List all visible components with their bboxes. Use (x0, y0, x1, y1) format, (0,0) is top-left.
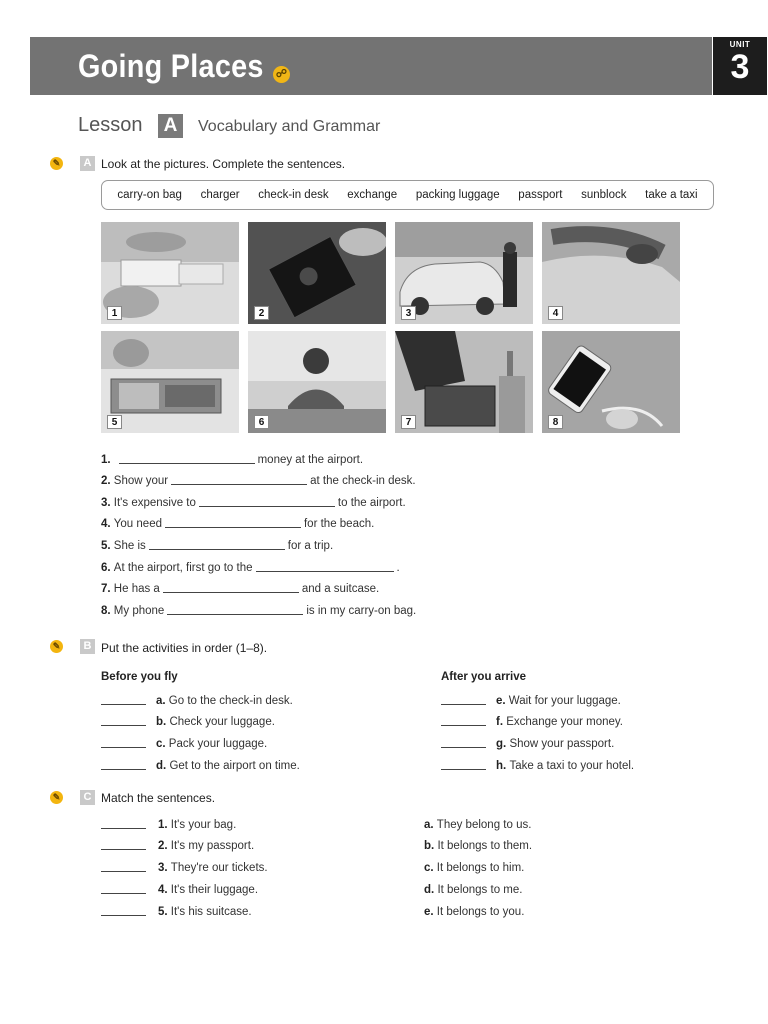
sentence-after: money at the airport. (257, 454, 364, 466)
match-left-row (101, 884, 258, 896)
match-left-row (101, 840, 254, 852)
photo-number: 6 (254, 415, 269, 429)
photo-number: 3 (401, 306, 416, 320)
match-number: 5. (158, 906, 168, 918)
unit-badge (713, 37, 767, 95)
photo-number: 5 (107, 415, 122, 429)
order-blank[interactable] (441, 703, 486, 705)
before-you-fly-heading: Before you fly (101, 671, 178, 683)
sentence-after: is in my carry-on bag. (306, 605, 417, 617)
answer-blank[interactable] (163, 591, 299, 593)
match-text: It's your bag. (170, 819, 237, 831)
pencil-icon: ✎ (50, 157, 63, 170)
match-blank[interactable] (101, 914, 146, 916)
activity-row (101, 760, 300, 772)
order-blank[interactable] (101, 746, 146, 748)
unit-title: Going Places (78, 48, 264, 84)
match-number: 2. (158, 840, 168, 852)
sentence-after: and a suitcase. (301, 583, 380, 595)
match-blank[interactable] (101, 870, 146, 872)
photo-number: 2 (254, 306, 269, 320)
sentence-before: Show your (113, 475, 169, 487)
section-c-instruction: Match the sentences. (101, 791, 216, 805)
answer-blank[interactable] (171, 483, 307, 485)
unit-label: UNIT (729, 40, 751, 49)
photo-carry-on-bag (395, 331, 533, 433)
activity-row (441, 760, 634, 772)
match-letter: d. (424, 884, 435, 896)
photo-number: 8 (548, 415, 563, 429)
activity-text: Pack your luggage. (168, 738, 268, 750)
order-blank[interactable] (441, 724, 486, 726)
unit-number: 3 (730, 48, 750, 86)
match-right-row (424, 819, 531, 831)
activity-row (441, 716, 623, 728)
word-bank-item: check-in desk (258, 189, 329, 201)
activity-letter: g. (496, 738, 507, 750)
activity-letter: c. (156, 738, 166, 750)
order-blank[interactable] (101, 724, 146, 726)
sentence-number: 2. (101, 475, 111, 487)
match-number: 3. (158, 862, 168, 874)
activity-text: Exchange your money. (506, 716, 624, 728)
photo-taxi (395, 222, 533, 324)
answer-blank[interactable] (119, 462, 255, 464)
photo-charger (542, 331, 680, 433)
match-blank[interactable] (101, 892, 146, 894)
match-letter: e. (424, 906, 434, 918)
sentence-after: at the check-in desk. (310, 475, 416, 487)
sentence-before: It's expensive to (113, 497, 196, 509)
activity-text: Take a taxi to your hotel. (509, 760, 635, 772)
match-left-row (101, 862, 268, 874)
word-bank-item: take a taxi (645, 189, 698, 201)
photo-money-exchange (101, 222, 239, 324)
pencil-icon: ✎ (50, 640, 63, 653)
activity-row (101, 738, 267, 750)
match-blank[interactable] (101, 827, 146, 829)
activity-letter: f. (496, 716, 504, 728)
sentence-number: 4. (101, 518, 111, 530)
match-right-row (424, 840, 532, 852)
activity-row (441, 695, 621, 707)
photo-packing-luggage (101, 331, 239, 433)
sentence-after: . (396, 562, 400, 574)
activity-text: Go to the check-in desk. (168, 695, 293, 707)
sentence-row (101, 497, 406, 509)
sentence-number: 3. (101, 497, 111, 509)
activity-letter: a. (156, 695, 166, 707)
match-text: They're our tickets. (170, 862, 268, 874)
activity-letter: e. (496, 695, 506, 707)
activity-row (101, 716, 275, 728)
match-text: It belongs to them. (437, 840, 533, 852)
sentence-row (101, 518, 374, 530)
word-bank-item: passport (518, 189, 563, 201)
activity-text: Get to the airport on time. (169, 760, 300, 772)
word-bank-item: packing luggage (415, 189, 500, 201)
word-bank-item: exchange (347, 189, 398, 201)
photo-sunblock (542, 222, 680, 324)
activity-letter: d. (156, 760, 167, 772)
match-text: They belong to us. (436, 819, 532, 831)
section-b-instruction: Put the activities in order (1–8). (101, 641, 268, 655)
sentence-row (101, 540, 333, 552)
sentence-before: He has a (113, 583, 160, 595)
sentence-row (101, 583, 379, 595)
photo-number: 7 (401, 415, 416, 429)
match-letter: b. (424, 840, 435, 852)
activity-row (441, 738, 614, 750)
order-blank[interactable] (441, 768, 486, 770)
word-bank (101, 180, 714, 210)
match-right-row (424, 906, 524, 918)
activity-text: Wait for your luggage. (508, 695, 621, 707)
sentence-before: She is (113, 540, 146, 552)
sentence-number: 7. (101, 583, 111, 595)
order-blank[interactable] (101, 703, 146, 705)
activity-letter: b. (156, 716, 167, 728)
answer-blank[interactable] (165, 526, 301, 528)
photo-passport (248, 222, 386, 324)
pencil-icon: ✎ (50, 791, 63, 804)
sentence-number: 1. (101, 454, 111, 466)
answer-blank[interactable] (167, 613, 303, 615)
sentence-before: You need (113, 518, 162, 530)
section-a-letter: A (80, 156, 95, 171)
section-a-instruction: Look at the pictures. Complete the sentences. (101, 157, 346, 171)
photo-number: 1 (107, 306, 122, 320)
activity-row (101, 695, 293, 707)
after-you-arrive-heading: After you arrive (441, 671, 527, 683)
sentence-number: 8. (101, 605, 111, 617)
sentence-row (101, 605, 416, 617)
match-left-row (101, 906, 252, 918)
lesson-letter: A (158, 114, 183, 138)
match-right-row (424, 884, 522, 896)
order-blank[interactable] (101, 768, 146, 770)
match-text: It's my passport. (170, 840, 255, 852)
match-blank[interactable] (101, 848, 146, 850)
section-b-letter: B (80, 639, 95, 654)
sentence-after: for the beach. (303, 518, 375, 530)
match-text: It's his suitcase. (170, 906, 252, 918)
photo-check-in-desk (248, 331, 386, 433)
match-text: It's their luggage. (170, 884, 259, 896)
match-letter: c. (424, 862, 434, 874)
match-left-row (101, 819, 236, 831)
match-text: It belongs to me. (437, 884, 523, 896)
sentence-after: for a trip. (287, 540, 334, 552)
match-right-row (424, 862, 524, 874)
word-bank-item: sunblock (581, 189, 627, 201)
link-icon: ☍ (273, 66, 290, 83)
activity-text: Show your passport. (509, 738, 615, 750)
answer-blank[interactable] (256, 570, 394, 572)
activity-letter: h. (496, 760, 507, 772)
sentence-number: 6. (101, 562, 111, 574)
photo-number: 4 (548, 306, 563, 320)
sentence-row (101, 454, 363, 466)
match-number: 1. (158, 819, 168, 831)
section-c-letter: C (80, 790, 95, 805)
word-bank-item: carry-on bag (117, 189, 182, 201)
word-bank-item: charger (200, 189, 240, 201)
sentence-row (101, 475, 416, 487)
match-letter: a. (424, 819, 434, 831)
answer-blank[interactable] (149, 548, 285, 550)
sentence-before: At the airport, first go to the (113, 562, 253, 574)
order-blank[interactable] (441, 746, 486, 748)
sentence-after: to the airport. (337, 497, 406, 509)
sentence-number: 5. (101, 540, 111, 552)
answer-blank[interactable] (199, 505, 335, 507)
lesson-word: Lesson (78, 114, 143, 136)
activity-text: Check your luggage. (169, 716, 275, 728)
lesson-subtitle: Vocabulary and Grammar (198, 118, 381, 135)
sentence-before: My phone (113, 605, 165, 617)
match-text: It belongs to you. (436, 906, 525, 918)
sentence-row (101, 562, 400, 574)
match-number: 4. (158, 884, 168, 896)
match-text: It belongs to him. (436, 862, 525, 874)
